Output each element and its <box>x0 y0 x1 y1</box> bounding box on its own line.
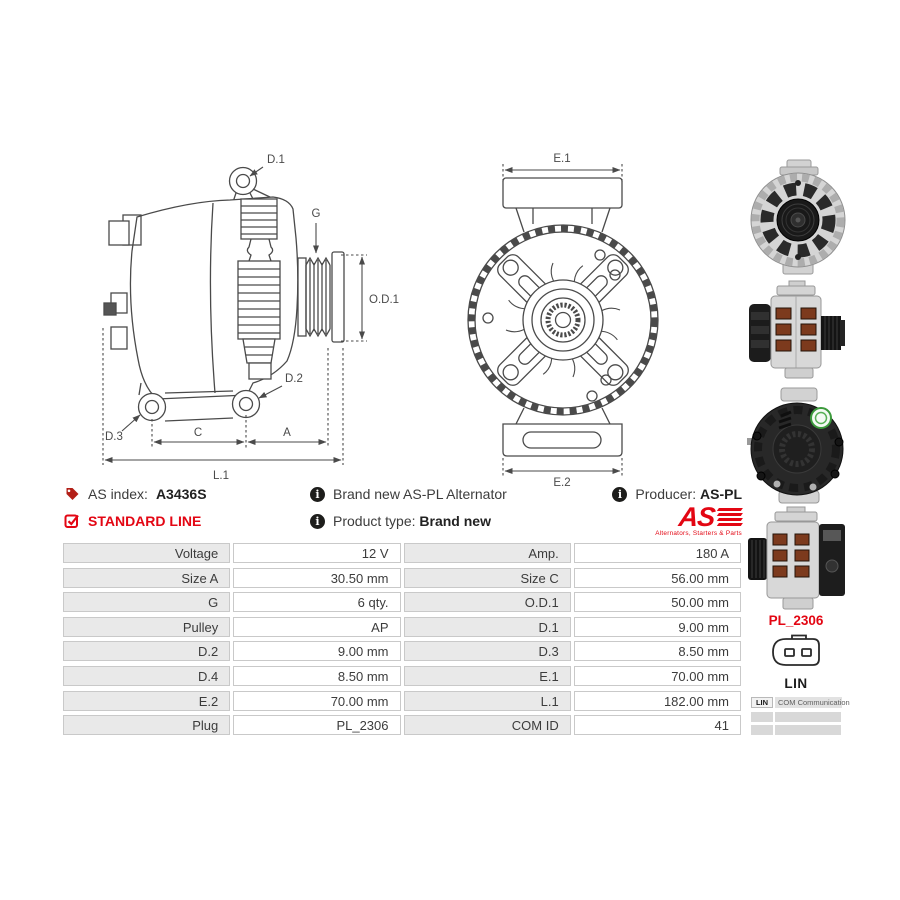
spec-label: Size A <box>63 568 230 588</box>
plug-pin-label: LIN <box>784 676 808 691</box>
as-index-value: A3436S <box>155 486 207 502</box>
legend-placeholder-bar <box>751 725 773 735</box>
front-view-body <box>468 178 658 456</box>
dim-label-g: G <box>311 208 321 220</box>
spec-value: 50.00 mm <box>574 592 741 612</box>
standard-line-row <box>64 513 207 529</box>
spec-label: O.D.1 <box>404 592 571 612</box>
table-row <box>63 568 741 588</box>
dim-label-e2: E.2 <box>553 477 571 488</box>
producer-label: Producer: <box>635 486 697 502</box>
dim-label-d1: D.1 <box>267 154 285 166</box>
table-row <box>63 617 741 637</box>
info-icon: i <box>310 487 325 502</box>
legend-row <box>751 697 879 708</box>
spec-label: Amp. <box>404 543 571 563</box>
dim-label-e1: E.1 <box>553 153 571 165</box>
info-icon: i <box>612 487 627 502</box>
spec-label: D.1 <box>404 617 571 637</box>
plug-connector-drawing <box>766 634 826 675</box>
brand-new-text: Brand new AS-PL Alternator <box>333 486 507 502</box>
info-col-index <box>64 486 207 529</box>
as-index-label: AS index: <box>88 486 148 502</box>
spec-value: 182.00 mm <box>574 691 741 711</box>
legend-placeholder-bar <box>775 712 841 722</box>
spec-value: 8.50 mm <box>233 666 400 686</box>
side-view-body <box>104 168 344 422</box>
spec-label: E.2 <box>63 691 230 711</box>
table-row <box>63 666 741 686</box>
plug-legend <box>751 697 879 739</box>
spec-value: 70.00 mm <box>574 666 741 686</box>
legend-row-empty <box>751 712 879 722</box>
spec-value: 9.00 mm <box>233 641 400 661</box>
tag-icon <box>64 486 80 502</box>
logo-stripes <box>718 508 742 529</box>
spec-value: 56.00 mm <box>574 568 741 588</box>
logo-tagline: Alternators, Starters & Parts <box>655 530 742 538</box>
legend-desc: COM Communication <box>775 697 842 708</box>
table-row <box>63 592 741 612</box>
spec-label: Size C <box>404 568 571 588</box>
product-photo-front <box>747 158 847 278</box>
product-photo-side-pulley <box>747 506 847 612</box>
info-col-producer <box>542 486 742 538</box>
dim-label-l1: L.1 <box>213 470 229 482</box>
dim-label-a: A <box>283 427 291 439</box>
spec-value: AP <box>233 617 400 637</box>
diagram-front-view <box>440 140 705 488</box>
spec-value: 8.50 mm <box>574 641 741 661</box>
spec-value: PL_2306 <box>233 715 400 735</box>
spec-label: G <box>63 592 230 612</box>
product-photo-side <box>747 280 847 382</box>
info-col-product <box>310 486 507 529</box>
spec-label: D.3 <box>404 641 571 661</box>
product-type-label: Product type: <box>333 513 416 529</box>
spec-value: 180 A <box>574 543 741 563</box>
standard-line-badge: STANDARD LINE <box>88 513 202 529</box>
product-type-line <box>310 513 507 529</box>
as-index-line <box>64 486 207 502</box>
legend-placeholder-bar <box>751 712 773 722</box>
producer-value: AS-PL <box>700 486 742 502</box>
spec-value: 30.50 mm <box>233 568 400 588</box>
producer-line <box>542 486 742 502</box>
brand-logo-line <box>542 501 742 538</box>
table-row <box>63 641 741 661</box>
logo-text: AS <box>677 501 717 532</box>
dim-label-c: C <box>193 427 203 439</box>
table-row <box>63 543 741 563</box>
spec-label: D.4 <box>63 666 230 686</box>
spec-value: 12 V <box>233 543 400 563</box>
diagram-side-view <box>95 143 405 488</box>
info-icon: i <box>310 514 325 529</box>
spec-label: Plug <box>63 715 230 735</box>
brand-new-line <box>310 486 507 502</box>
product-photo-rear <box>747 386 847 504</box>
legend-placeholder-bar <box>775 725 841 735</box>
spec-value: 9.00 mm <box>574 617 741 637</box>
green-sticker <box>811 408 831 428</box>
product-type-value: Brand new <box>419 513 491 529</box>
spec-value: 70.00 mm <box>233 691 400 711</box>
spec-value: 6 qty. <box>233 592 400 612</box>
table-row <box>63 715 741 735</box>
spec-label: Voltage <box>63 543 230 563</box>
spec-table <box>63 543 741 740</box>
plug-name: PL_2306 <box>768 613 824 628</box>
legend-key: LIN <box>751 697 773 708</box>
spec-label: E.1 <box>404 666 571 686</box>
check-icon <box>64 513 80 529</box>
spec-label: L.1 <box>404 691 571 711</box>
spec-label: Pulley <box>63 617 230 637</box>
dim-label-d3: D.3 <box>105 431 123 443</box>
table-row <box>63 691 741 711</box>
spec-label: D.2 <box>63 641 230 661</box>
dim-label-d2: D.2 <box>285 373 303 385</box>
as-pl-logo <box>655 501 742 538</box>
spec-value: 41 <box>574 715 741 735</box>
legend-row-empty <box>751 725 879 735</box>
dim-label-od1: O.D.1 <box>369 294 400 306</box>
spec-label: COM ID <box>404 715 571 735</box>
